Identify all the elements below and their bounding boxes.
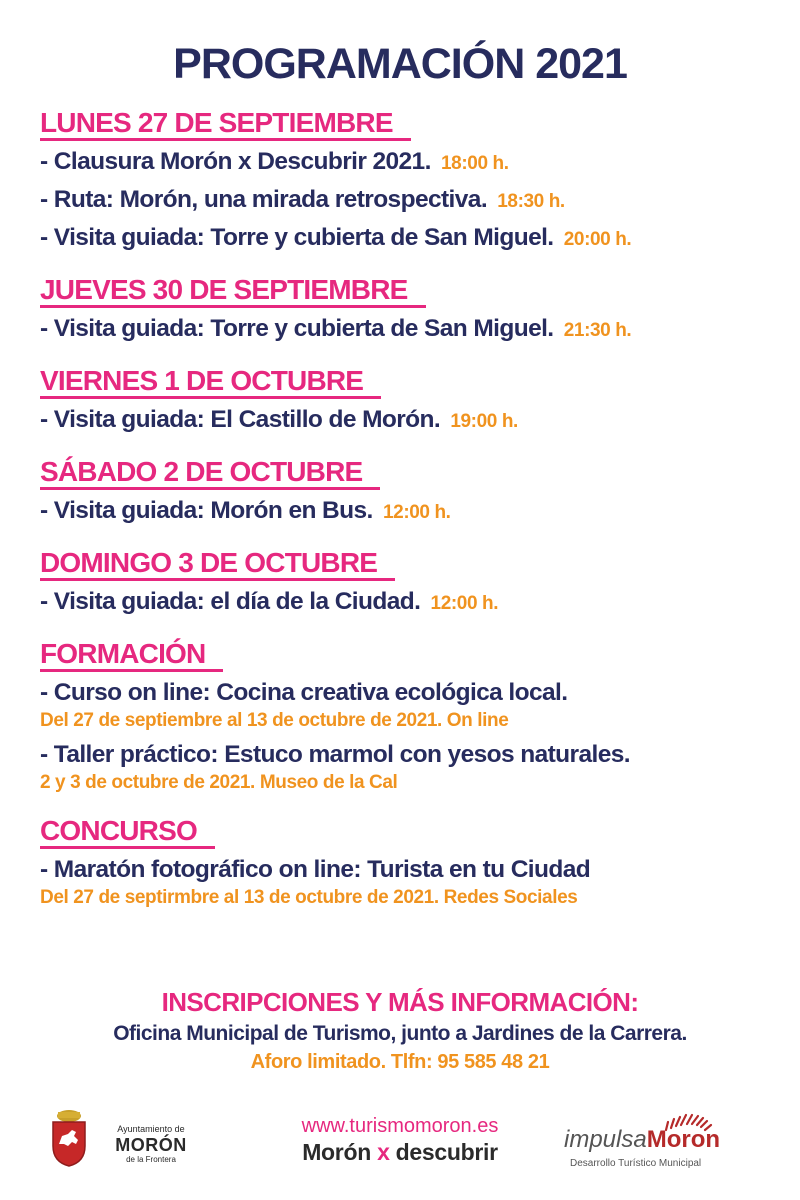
section-heading: LUNES 27 DE SEPTIEMBRE [40,108,411,141]
impulsa-moron-logo [560,1112,740,1176]
event-item [40,222,780,255]
event-time: 21:30 h. [563,320,632,341]
impulsa-moron: Moron [646,1126,721,1153]
page-title: PROGRAMACIÓN 2021 [173,40,627,88]
info-location: Oficina Municipal de Turismo, junto a Jardines de la Carrera. [113,1022,687,1045]
ayuntamiento-label: Ayuntamiento de [117,1124,185,1134]
section-concurso [40,816,780,911]
event-time: 20:00 h. [563,229,632,250]
brand-x: x [377,1139,390,1165]
event-item [40,146,780,179]
brand-part1: Morón [302,1139,371,1165]
ayuntamiento-text [96,1124,206,1165]
event-item [40,184,780,217]
coat-of-arms-icon [48,1108,90,1168]
section-jueves [40,275,780,346]
section-heading: CONCURSO [40,816,215,849]
event-text: - Maratón fotográfico on line: Turista en tu Ciudad [40,856,591,883]
event-time: 12:00 h. [430,593,499,614]
section-heading: SÁBADO 2 DE OCTUBRE [40,457,380,490]
footer [0,1100,800,1180]
brand-part2: descubrir [395,1139,498,1165]
ayuntamiento-logo [48,1108,208,1172]
ayuntamiento-name: MORÓN [115,1135,187,1155]
ayuntamiento-sub: de la Frontera [126,1155,176,1164]
impulsa-tagline: Desarrollo Turístico Municipal [570,1158,702,1169]
event-detail: Del 27 de septiembre al 13 de octubre de 2021. On line [40,710,509,731]
turismo-logo [250,1114,550,1166]
event-text: - Taller práctico: Estuco marmol con yesos naturales. [40,741,630,768]
event-text: - Visita guiada: Torre y cubierta de San Miguel. [40,315,554,342]
website-link[interactable]: www.turismomoron.es [301,1115,499,1137]
event-text: - Visita guiada: Torre y cubierta de San Miguel. [40,224,554,251]
event-detail: 2 y 3 de octubre de 2021. Museo de la Cal [40,772,398,793]
program-list [40,108,780,931]
event-detail: Del 27 de septirmbre al 13 de octubre de 2021. Redes Sociales [40,887,578,908]
event-text: - Visita guiada: el día de la Ciudad. [40,588,421,615]
event-item [40,586,780,619]
event-time: 18:00 h. [441,153,509,174]
info-phone: Aforo limitado. Tlfn: 95 585 48 21 [250,1051,550,1073]
section-formacion [40,639,780,796]
info-heading: INSCRIPCIONES Y MÁS INFORMACIÓN: [161,987,639,1017]
event-time: 18:30 h. [497,191,565,212]
impulsa-prefix: impulsa [564,1126,647,1153]
impulsa-name [564,1126,720,1154]
event-time: 12:00 h. [382,502,451,523]
section-heading: VIERNES 1 DE OCTUBRE [40,366,381,399]
info-block [0,985,800,1076]
section-heading: DOMINGO 3 DE OCTUBRE [40,548,395,581]
event-text: - Curso on line: Cocina creativa ecológica local. [40,679,568,706]
event-text: - Ruta: Morón, una mirada retrospectiva. [40,186,488,213]
section-domingo [40,548,780,619]
brand-name [250,1138,550,1166]
event-item [40,313,780,346]
section-viernes [40,366,780,437]
section-heading: JUEVES 30 DE SEPTIEMBRE [40,275,426,308]
event-text: - Visita guiada: Morón en Bus. [40,497,373,524]
event-text: - Clausura Morón x Descubrir 2021. [40,148,431,175]
event-time: 19:00 h. [450,411,518,432]
event-item [40,404,780,437]
section-sabado [40,457,780,528]
event-text: - Visita guiada: El Castillo de Morón. [40,406,441,433]
section-lunes [40,108,780,255]
section-heading: FORMACIÓN [40,639,223,672]
event-item [40,495,780,528]
